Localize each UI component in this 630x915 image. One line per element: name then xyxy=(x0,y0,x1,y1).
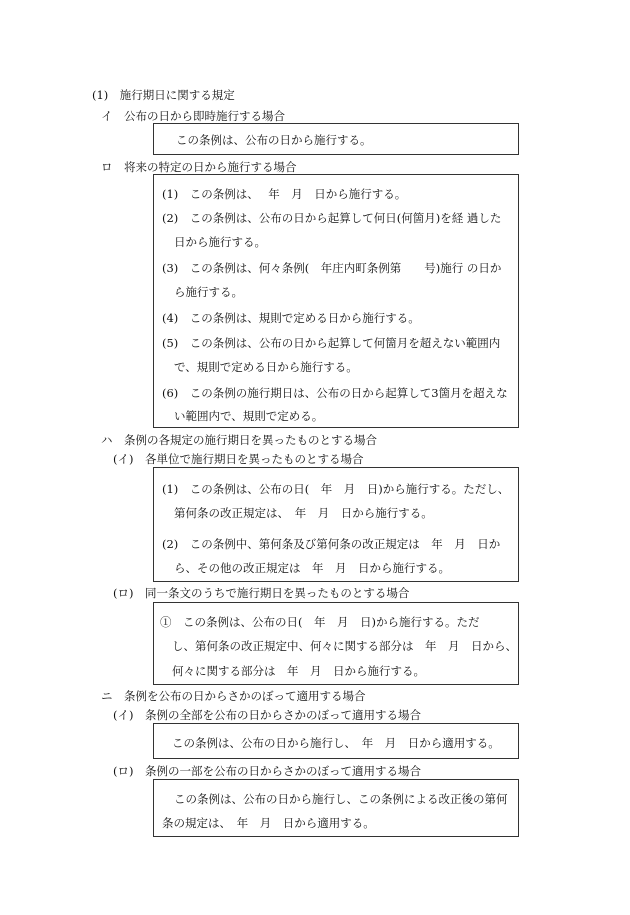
ha-sub1-item-1-line1: (1) この条例は、公布の日( 年 月 日)から施行する。ただし、 xyxy=(162,482,510,496)
ni-sub2-line1: この条例は、公布の日から施行し、この条例による改正後の第何 xyxy=(174,792,508,806)
heading-i: イ 公布の日から即時施行する場合 xyxy=(101,109,285,123)
heading-ro: ロ 将来の特定の日から施行する場合 xyxy=(101,160,297,174)
ro-item-3-line1: (3) この条例は、何々条例( 年庄内町条例第 号)施行 の日か xyxy=(162,261,502,275)
ha-sub1-item-2-line2: ら、その他の改正規定は 年 月 日から施行する。 xyxy=(174,561,450,575)
ha-sub1-item-1-line2: 第何条の改正規定は、 年 月 日から施行する。 xyxy=(174,506,433,520)
heading-ha-sub1: (イ) 各単位で施行期日を異ったものとする場合 xyxy=(113,452,364,466)
ro-item-6-line1: (6) この条例の施行期日は、公布の日から起算して3箇月を超えな xyxy=(162,386,508,400)
example-box-ha-sub2 xyxy=(153,602,519,685)
ro-item-2-line1: (2) この条例は、公布の日から起算して何日(何箇月)を経 過した xyxy=(162,211,502,225)
heading-ni-sub1: (イ) 条例の全部を公布の日からさかのぼって適用する場合 xyxy=(113,708,421,722)
heading-ha: ハ 条例の各規定の施行期日を異ったものとする場合 xyxy=(101,433,377,447)
ha-sub2-line1: ① この条例は、公布の日( 年 月 日)から施行する。ただ xyxy=(160,615,480,629)
ni-sub2-line2: 条の規定は、 年 月 日から適用する。 xyxy=(162,816,375,830)
example-box-ro xyxy=(153,174,519,428)
box-text: この条例は、公布の日から施行する。 xyxy=(176,133,372,147)
ha-sub2-line2: し、第何条の改正規定中、何々に関する部分は 年 月 日から、 xyxy=(172,639,517,653)
ha-sub1-item-2-line1: (2) この条例中、第何条及び第何条の改正規定は 年 月 日か xyxy=(162,537,501,551)
ro-item-6-line2: い範囲内で、規則で定める。 xyxy=(174,409,324,423)
heading-ni-sub2: (ロ) 条例の一部を公布の日からさかのぼって適用する場合 xyxy=(113,764,421,778)
section-title: (1) 施行期日に関する規定 xyxy=(92,88,235,102)
heading-ni: ニ 条例を公布の日からさかのぼって適用する場合 xyxy=(101,689,366,703)
example-box-ni-sub2 xyxy=(153,779,519,837)
ro-item-1: (1) この条例は、 年 月 日から施行する。 xyxy=(162,187,407,201)
heading-ha-sub2: (ロ) 同一条文のうちで施行期日を異ったものとする場合 xyxy=(113,586,410,600)
example-box-ha-sub1 xyxy=(153,467,519,582)
ro-item-5-line2: で、規則で定める日から施行する。 xyxy=(174,360,358,374)
ro-item-4: (4) この条例は、規則で定める日から施行する。 xyxy=(162,311,420,325)
ro-item-2-line2: 日から施行する。 xyxy=(174,235,266,249)
ni-sub1-text: この条例は、公布の日から施行し、 年 月 日から適用する。 xyxy=(172,736,500,750)
example-box-i xyxy=(153,123,519,155)
example-box-ni-sub1 xyxy=(153,723,519,759)
ha-sub2-line3: 何々に関する部分は 年 月 日から施行する。 xyxy=(172,664,425,678)
ro-item-5-line1: (5) この条例は、公布の日から起算して何箇月を超えない範囲内 xyxy=(162,336,501,350)
ro-item-3-line2: ら施行する。 xyxy=(174,285,243,299)
